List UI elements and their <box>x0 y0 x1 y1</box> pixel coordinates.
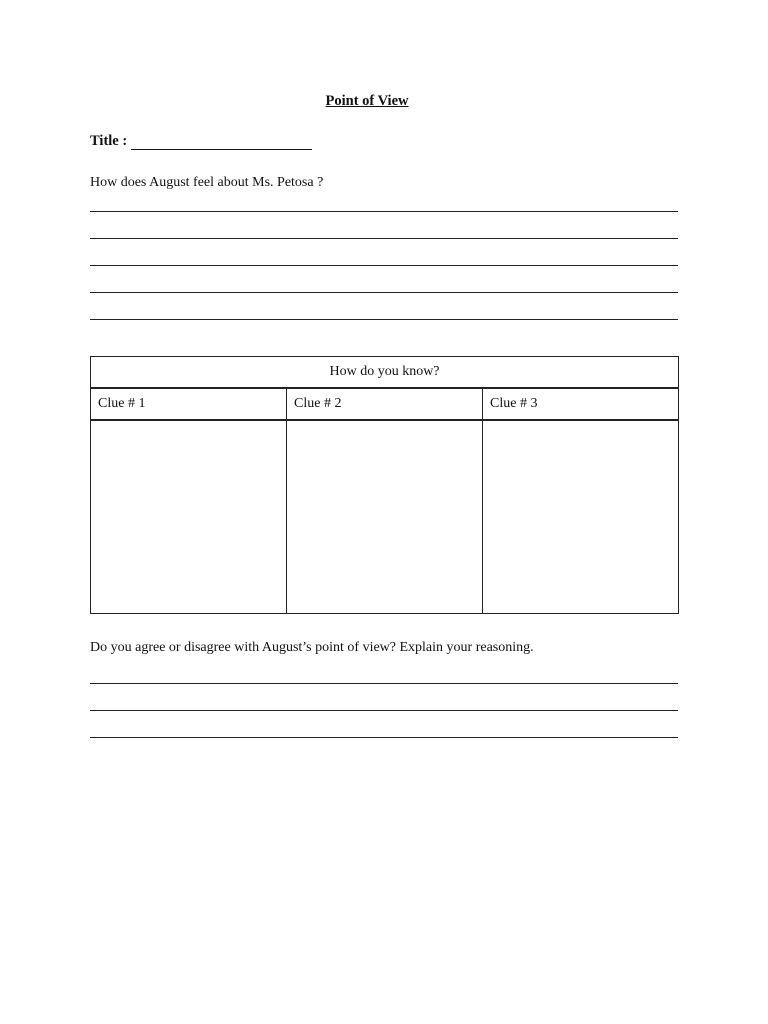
answer-line[interactable] <box>90 238 678 239</box>
worksheet-heading: Point of View <box>325 93 409 109</box>
question-august-feelings: How does August feel about Ms. Petosa ? <box>90 175 324 190</box>
clue-3-label: Clue # 3 <box>483 388 679 420</box>
answer-line[interactable] <box>90 737 678 738</box>
clue-2-label: Clue # 2 <box>287 388 483 420</box>
answer-line[interactable] <box>90 265 678 266</box>
clue-table-header-row <box>91 357 679 389</box>
title-blank-line[interactable] <box>131 134 312 150</box>
clue-1-label: Clue # 1 <box>91 388 287 420</box>
clue-3-answer-box[interactable] <box>483 420 679 613</box>
clue-label-row <box>91 388 679 420</box>
clue-2-answer-box[interactable] <box>287 420 483 613</box>
answer-line[interactable] <box>90 211 678 212</box>
clue-table-header: How do you know? <box>91 357 679 389</box>
clue-table <box>90 356 679 614</box>
question-agree-disagree: Do you agree or disagree with August’s point of view? Explain your reasoning. <box>90 640 534 655</box>
answer-line[interactable] <box>90 292 678 293</box>
answer-line[interactable] <box>90 683 678 684</box>
clue-1-answer-box[interactable] <box>91 420 287 613</box>
clue-answer-row <box>91 420 679 613</box>
title-row <box>90 133 312 150</box>
answer-line[interactable] <box>90 710 678 711</box>
title-label: Title : <box>90 133 128 149</box>
answer-line[interactable] <box>90 319 678 320</box>
